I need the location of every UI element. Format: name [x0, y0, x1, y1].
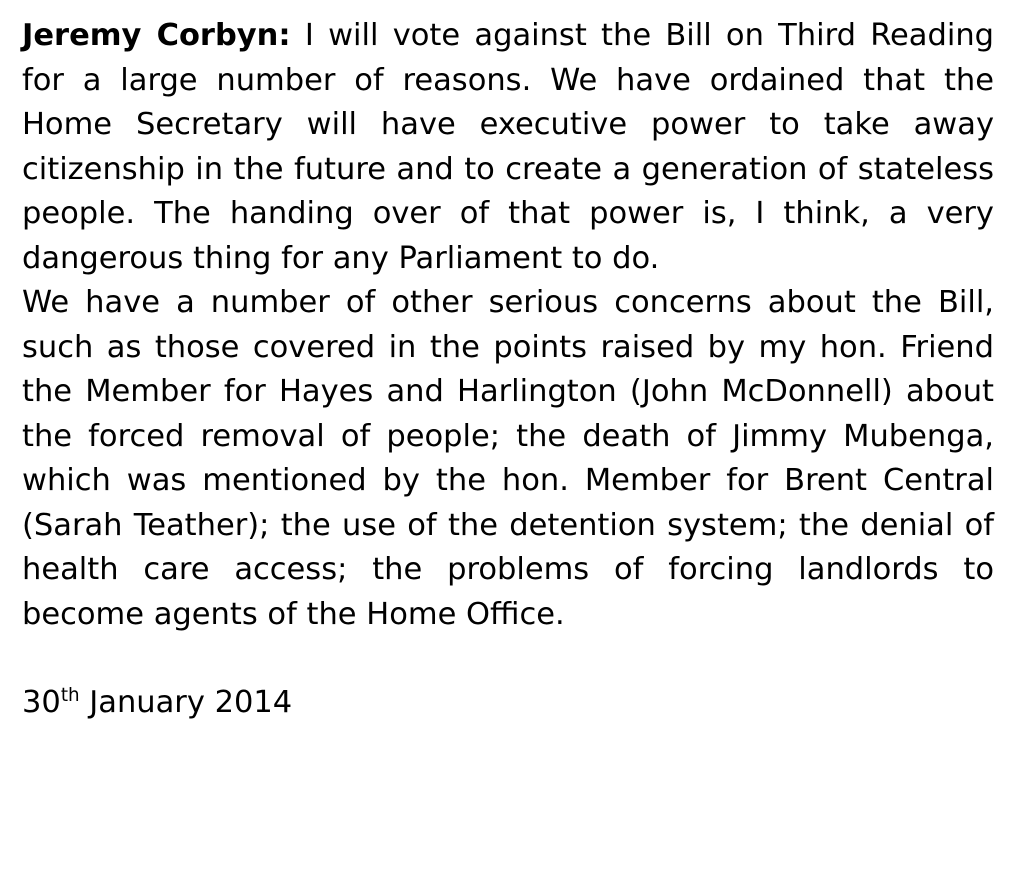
date-ordinal-suffix: th — [60, 684, 80, 706]
date-day: 30 — [22, 685, 61, 720]
quote-text-1: I will vote against the Bill on Third Reading for a large number of reasons. We have ordained that the Home Secretary will have executive power to take away citizenship in the future and to create a generation of stateless people. The handing over of that power is, I think, a very dangerous thing for any Parliament to do. — [22, 18, 995, 276]
quote-paragraph-2: We have a number of other serious concerns about the Bill, such as those covered in the points raised by my hon. Friend the Member for Hayes and Harlington (John McDonnell) about the forced removal of people; the death of Jimmy Mubenga, which was mentioned by the hon. Member for Brent Central (Sarah Teather); the use of the detention system; the denial of health care access; the problems of forcing landlords to become agents of the Home Office. — [22, 285, 994, 632]
quotation-block — [22, 14, 994, 637]
date-line — [22, 683, 994, 723]
quote-paragraph-1 — [22, 14, 994, 281]
speaker-name: Jeremy Corbyn: — [22, 18, 291, 53]
date-month-year: January 2014 — [79, 685, 293, 720]
